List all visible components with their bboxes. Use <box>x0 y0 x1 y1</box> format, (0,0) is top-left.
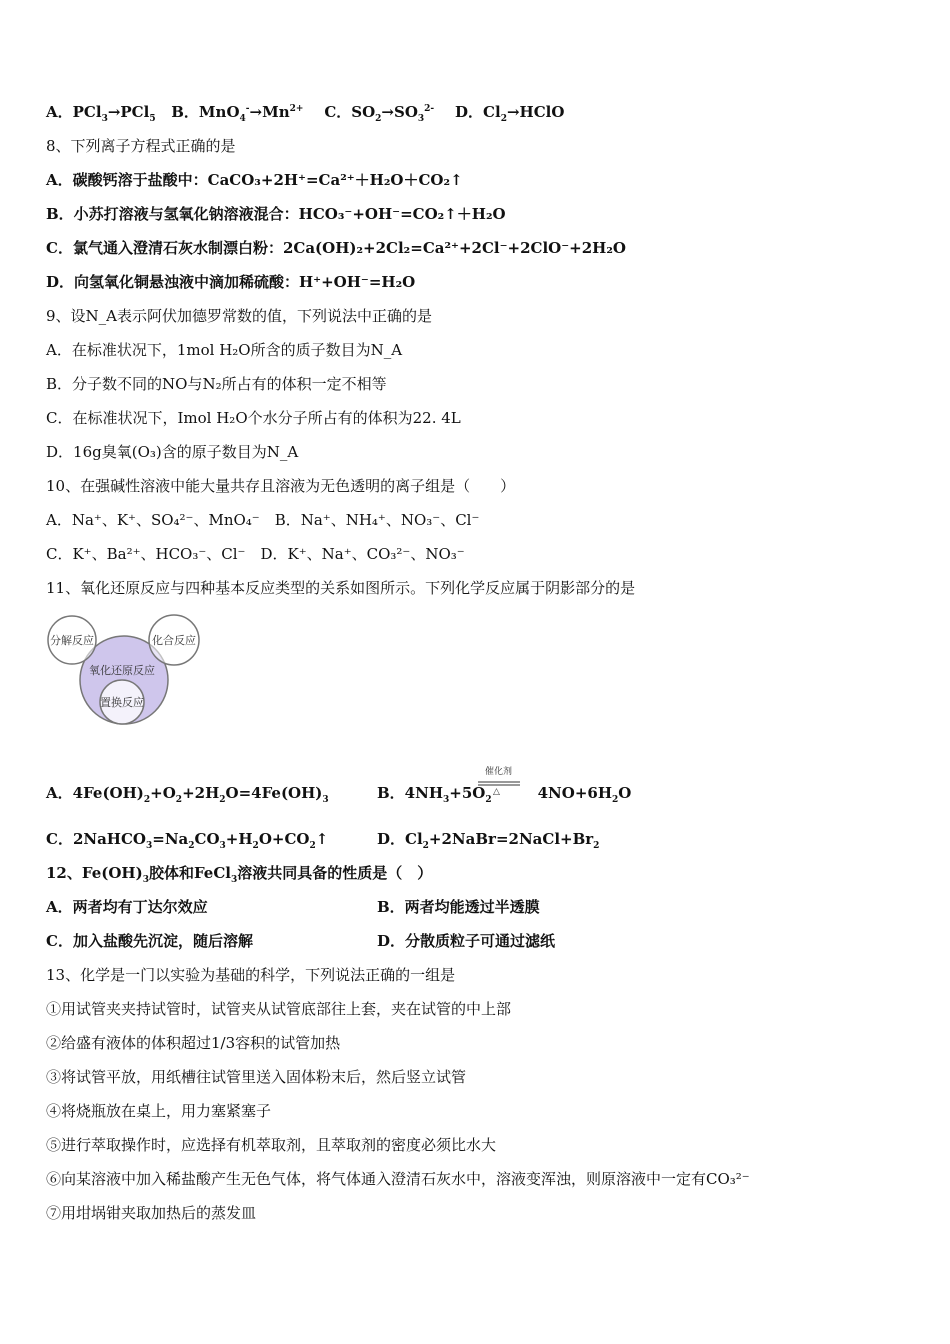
q8-stem: 8、下列离子方程式正确的是 <box>46 137 236 155</box>
heat-symbol: △ <box>493 787 500 797</box>
q7-option-d[interactable]: D．$Cl_2\to HClO$ <box>455 103 565 124</box>
q11-stem: 11、氧化还原反应与四种基本反应类型的关系如图所示。下列化学反应属于阴影部分的是 <box>46 579 636 597</box>
q9-option-c[interactable]: C．在标准状况下，Imol H₂O个水分子所占有的体积为22. 4L <box>46 409 461 427</box>
q13-stem: 13、化学是一门以实验为基础的科学，下列说法正确的一组是 <box>46 966 456 984</box>
q10-options-cd[interactable]: C．K⁺、Ba²⁺、HCO₃⁻、Cl⁻ D．K⁺、Na⁺、CO₃²⁻、NO₃⁻ <box>46 545 465 563</box>
q7-option-b[interactable]: B．$MnO_4^-\to Mn^{2+}$ <box>171 103 304 124</box>
q13-item-6: ⑥向某溶液中加入稀盐酸产生无色气体，将气体通入澄清石灰水中，溶液变浑浊，则原溶液中一定有CO₃²⁻ <box>46 1170 750 1188</box>
q8-option-b[interactable]: B．小苏打溶液与氢氧化钠溶液混合：HCO₃⁻+OH⁻=CO₂↑＋H₂O <box>46 205 506 223</box>
combination-label: 化合反应 <box>152 634 196 647</box>
q8-option-d[interactable]: D．向氢氧化铜悬浊液中滴加稀硫酸：H⁺+OH⁻=H₂O <box>46 273 416 291</box>
q13-item-7: ⑦用坩埚钳夹取加热后的蒸发皿 <box>46 1204 257 1222</box>
q13-item-4: ④将烧瓶放在桌上，用力塞紧塞子 <box>46 1102 272 1120</box>
q10-options-ab[interactable]: A．Na⁺、K⁺、SO₄²⁻、MnO₄⁻ B．Na⁺、NH₄⁺、NO₃⁻、Cl⁻ <box>46 511 480 529</box>
q7-options <box>46 103 565 124</box>
displacement-label: 置换反应 <box>100 696 144 709</box>
q11-option-d[interactable]: D．$Cl_2+2NaBr=2NaCl+Br_2$ <box>377 830 600 851</box>
q10-stem: 10、在强碱性溶液中能大量共存且溶液为无色透明的离子组是（ ） <box>46 477 516 495</box>
q12-option-a[interactable]: A．两者均有丁达尔效应 <box>46 898 208 916</box>
q9-option-d[interactable]: D．16g臭氧(O₃)含的原子数目为N_A <box>46 443 299 461</box>
q11-option-b[interactable]: B．$4NH_3+5O_2$ $4NO+6H_2O$ <box>377 784 632 805</box>
catalyst-label: 催化剂 <box>485 767 513 777</box>
q12-option-c[interactable]: C．加入盐酸先沉淀，随后溶解 <box>46 932 253 950</box>
q13-item-3: ③将试管平放，用纸槽往试管里送入固体粉末后，然后竖立试管 <box>46 1068 467 1086</box>
q7-option-c[interactable]: C．$SO_2\to SO_3^{2-}$ <box>324 103 435 124</box>
q13-item-1: ①用试管夹夹持试管时，试管夹从试管底部往上套，夹在试管的中上部 <box>46 1000 512 1018</box>
q11-option-c[interactable]: C．$2NaHCO_3=Na_2CO_3+H_2O+CO_2↑$ <box>46 830 329 851</box>
decomposition-label: 分解反应 <box>50 634 94 647</box>
q13-item-2: ②给盛有液体的体积超过1/3容积的试管加热 <box>46 1034 341 1052</box>
q8-option-c[interactable]: C．氯气通入澄清石灰水制漂白粉：2Ca(OH)₂+2Cl₂=Ca²⁺+2Cl⁻+2ClO⁻+2H₂O <box>46 239 626 257</box>
q9-stem: 9、设N_A表示阿伏加德罗常数的值，下列说法中正确的是 <box>46 307 433 325</box>
reaction-venn-diagram <box>44 612 204 730</box>
q12-stem: 12、$Fe(OH)_3$胶体和FeCl$_3$溶液共同具备的性质是（ ） <box>46 864 433 885</box>
q7-option-a[interactable]: A．PCl$_3$→PCl$_5$ <box>46 103 156 124</box>
q11-option-a[interactable]: A．$4Fe(OH)_2+O_2+2H_2O=4Fe(OH)_3$ <box>46 784 329 805</box>
q13-item-5: ⑤进行萃取操作时，应选择有机萃取剂，且萃取剂的密度必须比水大 <box>46 1136 497 1154</box>
q12-option-d[interactable]: D．分散质粒子可通过滤纸 <box>377 932 556 950</box>
q9-option-b[interactable]: B．分子数不同的NO与N₂所占有的体积一定不相等 <box>46 375 387 393</box>
q12-option-b[interactable]: B．两者均能透过半透膜 <box>377 898 540 916</box>
redox-label: 氧化还原反应 <box>89 664 155 677</box>
q8-option-a[interactable]: A．碳酸钙溶于盐酸中：CaCO₃+2H⁺=Ca²⁺＋H₂O＋CO₂↑ <box>46 171 463 189</box>
q9-option-a[interactable]: A．在标准状况下，1mol H₂O所含的质子数目为N_A <box>46 341 403 359</box>
